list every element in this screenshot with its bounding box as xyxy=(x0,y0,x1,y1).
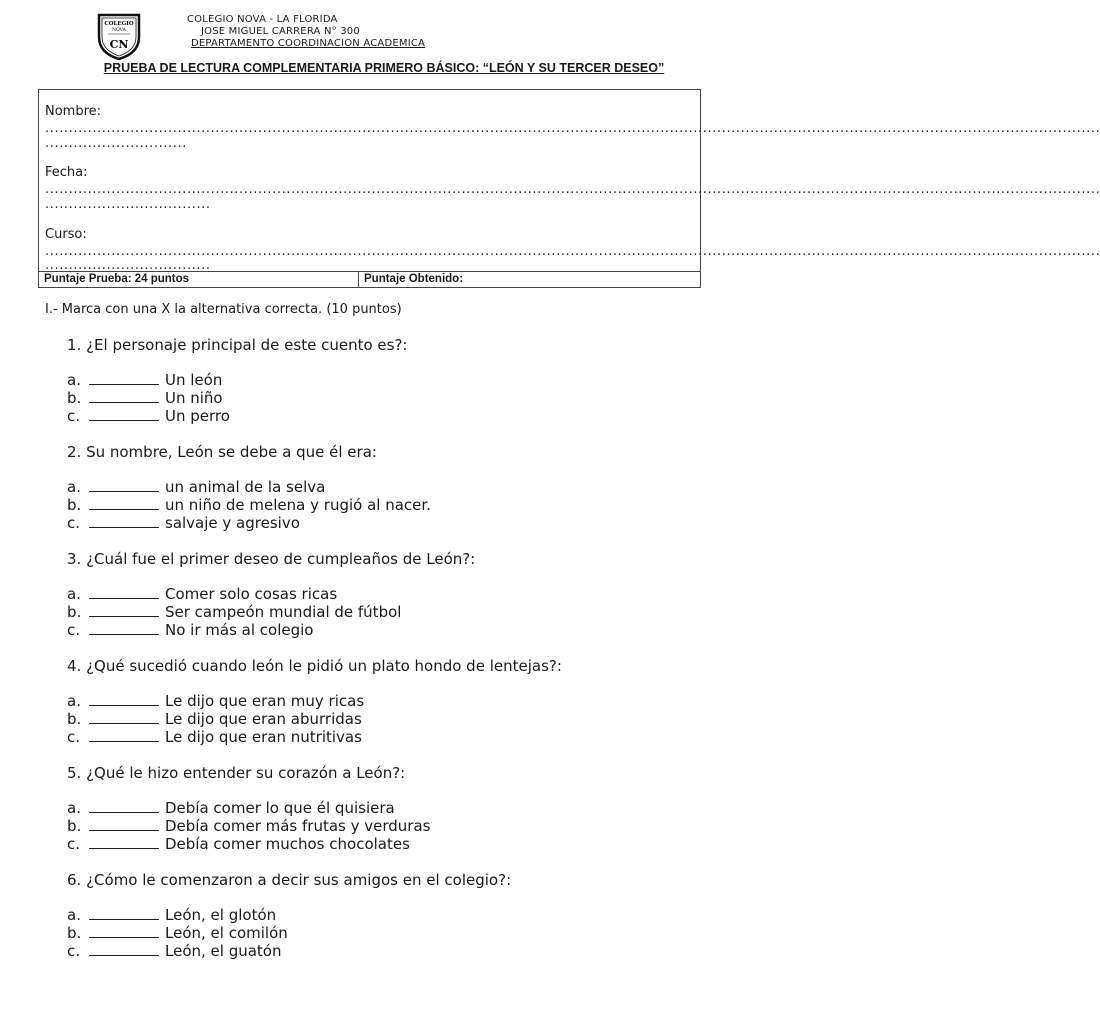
question-3: 3. ¿Cuál fue el primer deseo de cumpleaños de León?: xyxy=(67,550,476,568)
test-title: PRUEBA DE LECTURA COMPLEMENTARIA PRIMERO BÁSICO: “LEÓN Y SU TERCER DESEO” xyxy=(103,61,665,75)
option-letter: c. xyxy=(67,942,81,960)
option-text: Comer solo cosas ricas xyxy=(165,585,338,603)
fecha-label: Fecha: xyxy=(45,165,88,180)
question-1: 1. ¿El personaje principal de este cuento es?: xyxy=(67,336,408,354)
option-1a[interactable] xyxy=(67,371,222,389)
option-letter: c. xyxy=(67,407,81,425)
option-text: Un niño xyxy=(165,389,223,407)
question-5: 5. ¿Qué le hizo entender su corazón a León?: xyxy=(67,764,406,782)
logo-text-nova: NOVA xyxy=(112,28,126,33)
option-letter: c. xyxy=(67,728,81,746)
nombre-label: Nombre: xyxy=(45,104,102,119)
option-letter: a. xyxy=(67,799,81,817)
option-letter: b. xyxy=(67,710,82,728)
answer-blank[interactable] xyxy=(89,925,159,938)
answer-blank[interactable] xyxy=(89,604,159,617)
option-letter: c. xyxy=(67,621,81,639)
option-letter: a. xyxy=(67,692,81,710)
nombre-field[interactable]: ............................................................................................................................................................................................................................... xyxy=(45,121,1100,136)
answer-blank[interactable] xyxy=(89,729,159,742)
option-letter: c. xyxy=(67,835,81,853)
option-1b[interactable] xyxy=(67,389,223,407)
fecha-field[interactable]: ............................................................................................................................................................................................................................... xyxy=(45,182,1100,197)
option-2c[interactable] xyxy=(67,514,300,532)
option-text: Le dijo que eran aburridas xyxy=(165,710,362,728)
answer-blank[interactable] xyxy=(89,693,159,706)
answer-blank[interactable] xyxy=(89,372,159,385)
option-3c[interactable] xyxy=(67,621,313,639)
answer-blank[interactable] xyxy=(89,622,159,635)
option-text: Debía comer lo que él quisiera xyxy=(165,799,395,817)
answer-blank[interactable] xyxy=(89,515,159,528)
instruction-text: I.- Marca con una X la alternativa correcta. (10 puntos) xyxy=(45,302,402,317)
answer-blank[interactable] xyxy=(89,586,159,599)
answer-blank[interactable] xyxy=(89,497,159,510)
option-text: No ir más al colegio xyxy=(165,621,314,639)
option-text: Ser campeón mundial de fútbol xyxy=(165,603,402,621)
curso-field[interactable]: ............................................................................................................................................................................................................................... xyxy=(45,244,1100,259)
school-logo-icon xyxy=(94,11,144,61)
option-text: Debía comer más frutas y verduras xyxy=(165,817,431,835)
option-text: salvaje y agresivo xyxy=(165,514,300,532)
option-text: Le dijo que eran muy ricas xyxy=(165,692,365,710)
option-3b[interactable] xyxy=(67,603,401,621)
logo-text-monogram: CN xyxy=(109,38,129,51)
question-2: 2. Su nombre, León se debe a que él era: xyxy=(67,443,377,461)
option-5a[interactable] xyxy=(67,799,395,817)
option-letter: b. xyxy=(67,817,82,835)
option-letter: a. xyxy=(67,906,81,924)
option-text: León, el glotón xyxy=(165,906,277,924)
question-4: 4. ¿Qué sucedió cuando león le pidió un plato hondo de lentejas?: xyxy=(67,657,562,675)
option-2a[interactable] xyxy=(67,478,325,496)
option-letter: c. xyxy=(67,514,81,532)
answer-blank[interactable] xyxy=(89,818,159,831)
option-text: un niño de melena y rugió al nacer. xyxy=(165,496,431,514)
answer-blank[interactable] xyxy=(89,800,159,813)
option-4a[interactable] xyxy=(67,692,364,710)
option-4c[interactable] xyxy=(67,728,362,746)
school-department: DEPARTAMENTO COORDINACION ACADEMICA xyxy=(191,38,426,49)
option-letter: a. xyxy=(67,371,81,389)
school-header xyxy=(187,14,425,50)
option-3a[interactable] xyxy=(67,585,337,603)
answer-blank[interactable] xyxy=(89,711,159,724)
score-total: Puntaje Prueba: 24 puntos xyxy=(39,272,359,287)
answer-blank[interactable] xyxy=(89,943,159,956)
option-text: Debía comer muchos chocolates xyxy=(165,835,410,853)
curso-field-cont[interactable]: ................................... xyxy=(45,258,211,273)
option-text: León, el guatón xyxy=(165,942,282,960)
answer-blank[interactable] xyxy=(89,907,159,920)
score-obtained[interactable]: Puntaje Obtenido: xyxy=(364,273,464,285)
option-letter: a. xyxy=(67,478,81,496)
option-letter: b. xyxy=(67,389,82,407)
option-text: un animal de la selva xyxy=(165,478,326,496)
option-letter: b. xyxy=(67,924,82,942)
school-name: COLEGIO NOVA - LA FLORIDA xyxy=(187,14,338,25)
option-5c[interactable] xyxy=(67,835,410,853)
option-4b[interactable] xyxy=(67,710,362,728)
option-text: Le dijo que eran nutritivas xyxy=(165,728,362,746)
answer-blank[interactable] xyxy=(89,390,159,403)
question-6: 6. ¿Cómo le comenzaron a decir sus amigos en el colegio?: xyxy=(67,871,512,889)
option-6b[interactable] xyxy=(67,924,288,942)
logo-text-colegio: COLEGIO xyxy=(104,21,134,27)
student-info-box xyxy=(38,89,1100,288)
option-2b[interactable] xyxy=(67,496,431,514)
school-address: JOSE MIGUEL CARRERA N° 300 xyxy=(201,26,360,37)
option-text: Un perro xyxy=(165,407,230,425)
answer-blank[interactable] xyxy=(89,408,159,421)
nombre-field-cont[interactable]: .............................. xyxy=(45,136,187,151)
option-6c[interactable] xyxy=(67,942,282,960)
option-letter: a. xyxy=(67,585,81,603)
answer-blank[interactable] xyxy=(89,836,159,849)
option-text: Un león xyxy=(165,371,223,389)
option-1c[interactable] xyxy=(67,407,230,425)
option-letter: b. xyxy=(67,496,82,514)
curso-label: Curso: xyxy=(45,227,87,242)
option-5b[interactable] xyxy=(67,817,430,835)
option-letter: b. xyxy=(67,603,82,621)
score-bar xyxy=(39,271,700,287)
fecha-field-cont[interactable]: ................................... xyxy=(45,197,211,212)
option-6a[interactable] xyxy=(67,906,276,924)
option-text: León, el comilón xyxy=(165,924,288,942)
answer-blank[interactable] xyxy=(89,479,159,492)
